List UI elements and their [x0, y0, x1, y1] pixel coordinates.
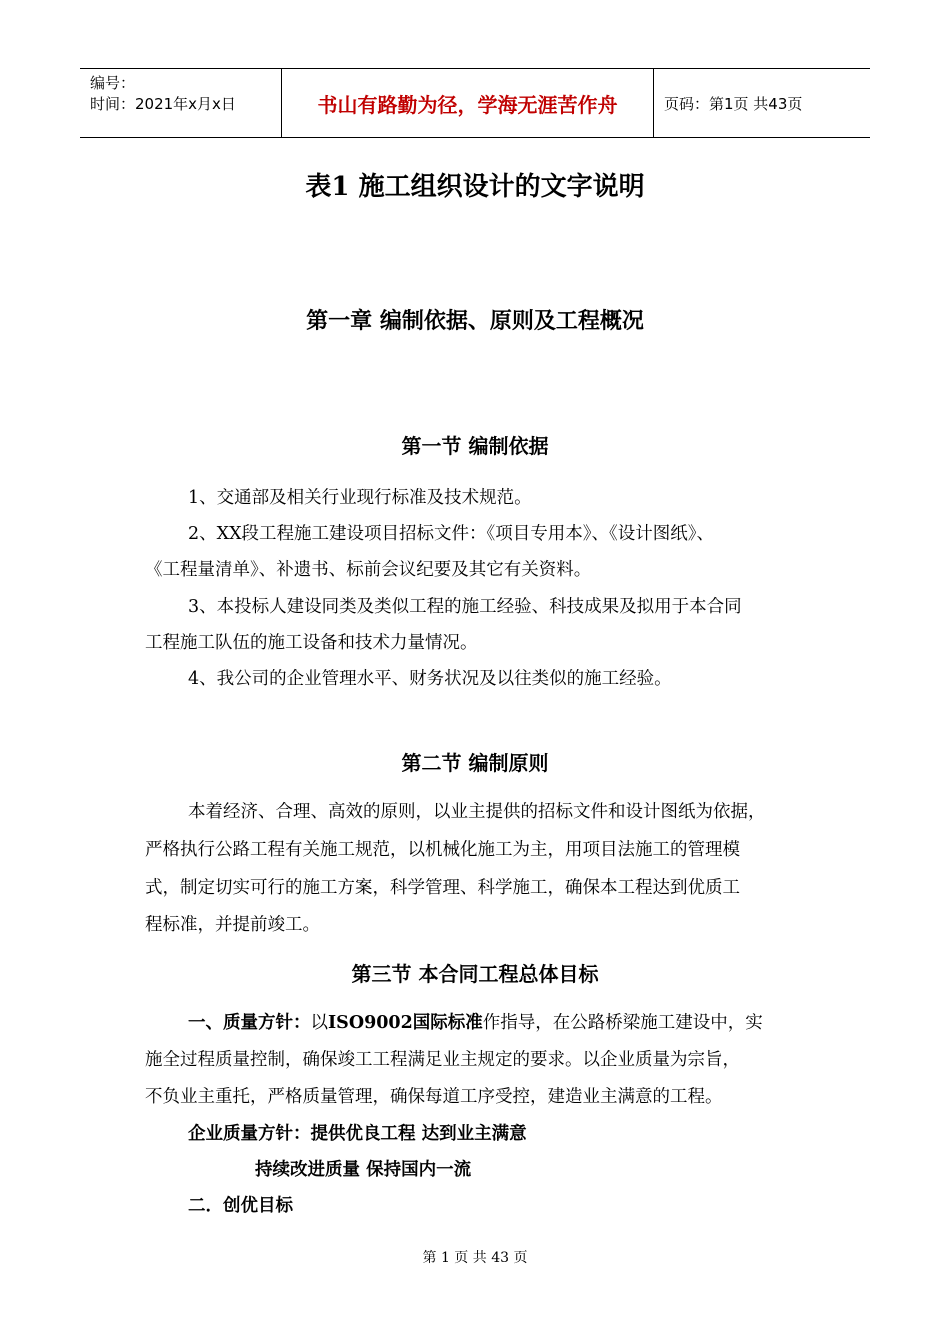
document-title: 表1 施工组织设计的文字说明 [305, 172, 645, 202]
quality-label: 一、质量方针： [188, 1013, 311, 1033]
section1-line: 3、本投标人建设同类及类似工程的施工经验、科技成果及拟用于本合同 [188, 597, 742, 617]
excellence-goal: 二．创优目标 [188, 1196, 293, 1216]
section2-line: 严格执行公路工程有关施工规范，以机械化施工为主，用项目法施工的管理模 [145, 840, 740, 860]
section2-heading: 第二节 编制原则 [401, 751, 549, 775]
section3-line: 不负业主重托，严格质量管理，确保每道工序受控，建造业主满意的工程。 [145, 1087, 723, 1107]
header-meta [80, 69, 282, 137]
page-footer: 第 1 页 共 43 页 [422, 1250, 528, 1266]
quality-pre: 以 [310, 1013, 328, 1033]
section1-line: 2、XX段工程施工建设项目招标文件：《项目专用本》、《设计图纸》、 [188, 524, 715, 544]
code-label: 编号： [90, 74, 136, 92]
header-motto: 书山有路勤为径，学海无涯苦作舟 [282, 69, 654, 137]
page-header [80, 68, 870, 138]
header-page-info: 页码：第1页 共43页 [664, 94, 803, 113]
section3-heading: 第三节 本合同工程总体目标 [351, 962, 599, 986]
chapter-heading: 第一章 编制依据、原则及工程概况 [306, 308, 644, 334]
enterprise-policy-2: 持续改进质量 保持国内一流 [255, 1160, 472, 1180]
section1-line: 4、我公司的企业管理水平、财务状况及以往类似的施工经验。 [188, 669, 672, 689]
section1-line: 《工程量清单》、补遗书、标前会议纪要及其它有关资料。 [145, 560, 592, 580]
quality-policy-line [188, 1009, 763, 1034]
section3-line: 施全过程质量控制，确保竣工工程满足业主规定的要求。以企业质量为宗旨， [145, 1050, 740, 1070]
section2-line: 本着经济、合理、高效的原则，以业主提供的招标文件和设计图纸为依据， [188, 802, 766, 822]
section1-line: 1、交通部及相关行业现行标准及技术规范。 [188, 488, 532, 508]
enterprise-policy-1: 企业质量方针：提供优良工程 达到业主满意 [188, 1124, 527, 1144]
section1-heading: 第一节 编制依据 [401, 434, 549, 458]
section2-line: 程标准，并提前竣工。 [145, 915, 320, 935]
section2-line: 式，制定切实可行的施工方案，科学管理、科学施工，确保本工程达到优质工 [145, 878, 740, 898]
time-label: 时间：2021年x月x日 [90, 95, 236, 113]
section1-line: 工程施工队伍的施工设备和技术力量情况。 [145, 633, 478, 653]
quality-standard: ISO9002国际标准 [328, 1013, 483, 1033]
quality-rest: 作指导，在公路桥梁施工建设中，实 [482, 1013, 763, 1033]
